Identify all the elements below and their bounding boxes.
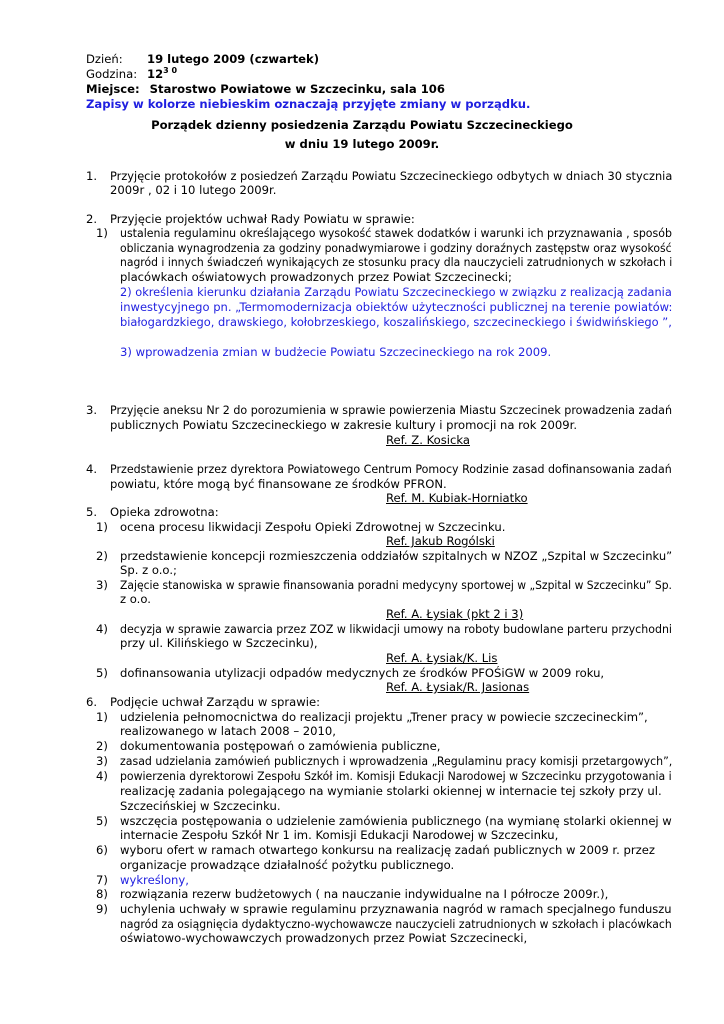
item-2-title: Przyjęcie projektów uchwał Rady Powiatu w sprawie: (110, 212, 415, 226)
item-6-sub-3: zasad udzielania zamówień publicznych i wprowadzenia „Regulaminu pracy komisji przetargowych”, (120, 754, 673, 768)
page-subtitle: w dniu 19 lutego 2009r. (284, 137, 440, 151)
item-5-sub-4-number: 4) (96, 622, 108, 636)
item-4-line-1: Przedstawienie przez dyrektora Powiatowego Centrum Pomocy Rodzinie zasad dofinansowania zadań (110, 462, 672, 476)
item-1-line-1: Przyjęcie protokołów z posiedzeń Zarządu Powiatu Szczecineckiego odbytych w dniach 30 stycznia (110, 169, 673, 183)
item-6-sub-8-number: 8) (96, 887, 108, 901)
item-5-sub-2-line-1: przedstawienie koncepcji rozmieszczenia oddziałów szpitalnych w NZOZ „Szpital w Szczecinku” (120, 549, 673, 563)
item-6-sub-5-line-2: internacie Zespołu Szkół Nr 1 im. Komisji Edukacji Narodowej w Szczecinku, (120, 828, 559, 842)
hour-value (147, 67, 177, 81)
item-2-sub-1-line-4: placówkach oświatowych prowadzonych przez Powiat Szczecinecki; (120, 270, 512, 284)
item-5-sub-5: dofinansowania utylizacji odpadów medycznych ze środków PFOŚiGW w 2009 roku, (120, 666, 605, 680)
item-6-sub-4-line-2: realizację zadania polegającego na wymianie stolarki okiennej w internacie tej szkoły przy ul. (120, 784, 662, 798)
item-6-sub-1-line-1: udzielenia pełnomocnictwa do realizacji projektu „Trener pracy w powiecie szczecineckim”, (120, 710, 648, 724)
item-5-sub-3-line-2: z o.o. (120, 592, 151, 606)
item-5-number: 5. (86, 505, 98, 519)
item-3-number: 3. (86, 403, 98, 417)
day-value: 19 lutego 2009 (czwartek) (147, 52, 319, 66)
item-5-sub-2-number: 2) (96, 549, 108, 563)
item-6-sub-7-number: 7) (96, 873, 108, 887)
day-line (86, 52, 319, 66)
page-title: Porządek dzienny posiedzenia Zarządu Powiatu Szczecineckiego (151, 118, 573, 132)
item-5-sub-5-number: 5) (96, 666, 108, 680)
item-5-sub-1-ref: Ref. Jakub Rogólski (386, 534, 495, 548)
item-5-sub-3-line-1: Zajęcie stanowiska w sprawie finansowania poradni medycyny sportowej w „Szpital w Szczecinku” Sp. (120, 578, 672, 592)
hour-line (86, 66, 178, 81)
item-6-sub-9-line-3: oświatowo-wychowawczych prowadzonych przez Powiat Szczecinecki, (120, 931, 528, 945)
item-6-sub-4-number: 4) (96, 769, 108, 783)
item-3-line-2: publicznych Powiatu Szczecineckiego w zakresie kultury i promocji na rok 2009r. (110, 418, 578, 432)
item-6-sub-4-line-3: Szczecińskiej w Szczecinku. (120, 799, 281, 813)
day-label: Dzień: (86, 52, 123, 66)
item-6-sub-6-line-2: organizacje prowadzące działalność pożytku publicznego. (120, 858, 455, 872)
hour-label: Godzina: (86, 67, 138, 81)
item-6-sub-8: rozwiązania rezerw budżetowych ( na nauczanie indywidualne na I półrocze 2009r.), (120, 887, 609, 901)
item-2-sub-2-line-3: białogardzkiego, drawskiego, kołobrzeskiego, koszalińskiego, szczecineckiego i świdwińskiego ”, (120, 315, 672, 329)
place-value: Starostwo Powiatowe w Szczecinku, sala 106 (149, 82, 445, 96)
item-6-number: 6. (86, 695, 98, 709)
item-6-sub-4-line-1: powierzenia dyrektorowi Zespołu Szkół im. Komisji Edukacji Narodowej w Szczecinku przygotowania i (120, 769, 672, 783)
item-6-sub-2-number: 2) (96, 739, 108, 753)
item-2-sub-1-line-1: ustalenia regulaminu określającego wysokość stawek dodatków i warunki ich przyznawania , sposób (120, 226, 672, 240)
item-6-sub-7: wykreślony, (120, 873, 189, 887)
item-2-sub-1-number: 1) (96, 226, 108, 240)
item-6-sub-5-line-1: wszczęcia postępowania o udzielenie zamówienia publicznego (na wymianę stolarki okiennej w (120, 814, 672, 828)
place-line (86, 82, 445, 96)
item-5-sub-4-line-2: przy ul. Kilińskiego w Szczecinku), (120, 636, 318, 650)
item-6-sub-5-number: 5) (96, 814, 108, 828)
item-6-sub-9-line-2: nagród za osiągnięcia dydaktyczno-wychowawcze nauczycieli zatrudnionych w szkołach i placówkach (120, 917, 672, 931)
item-2-sub-1-line-3: nagród i innych świadczeń wynikających ze stosunku pracy dla nauczycieli zatrudnionych w szkołach i (120, 255, 673, 269)
item-4-line-2: powiatu, które mogą być finansowane ze środków PFRON. (110, 477, 447, 491)
item-5-sub-5-ref: Ref. A. Łysiak/R. Jasionas (386, 680, 530, 694)
item-4-ref: Ref. M. Kubiak-Horniatko (386, 491, 528, 505)
item-5-sub-4-line-1: decyzja w sprawie zawarcia przez ZOZ w likwidacji umowy na roboty budowlane parteru przychodni (120, 622, 672, 636)
item-5-sub-23-ref: Ref. A. Łysiak (pkt 2 i 3) (386, 607, 524, 621)
item-5-title: Opieka zdrowotna: (110, 505, 219, 519)
item-6-title: Podjęcie uchwał Zarządu w sprawie: (110, 695, 321, 709)
item-6-sub-3-number: 3) (96, 754, 108, 768)
item-2-number: 2. (86, 212, 98, 226)
item-1-number: 1. (86, 169, 98, 183)
item-6-sub-9-number: 9) (96, 902, 108, 916)
item-2-sub-2-line-1: 2) określenia kierunku działania Zarządu Powiatu Szczecineckiego w związku z realizacją zadania (120, 285, 672, 299)
item-5-sub-2-line-2: Sp. z o.o.; (120, 563, 177, 577)
item-2-sub-3: 3) wprowadzenia zmian w budżecie Powiatu Szczecineckiego na rok 2009. (120, 345, 552, 359)
item-6-sub-6-line-1: wyboru ofert w ramach otwartego konkursu na realizację zadań publicznych w 2009 r. przez (120, 843, 655, 857)
item-2-sub-1-line-2: obliczania wynagrodzenia za godziny ponadwymiarowe i godziny doraźnych zastępstw oraz wysokość (120, 241, 672, 255)
item-5-sub-1: ocena procesu likwidacji Zespołu Opieki Zdrowotnej w Szczecinku. (120, 520, 506, 534)
item-3-ref: Ref. Z. Kosicka (386, 433, 470, 447)
item-6-sub-9-line-1: uchylenia uchwały w sprawie regulaminu przyznawania nagród w ramach specjalnego funduszu (120, 902, 672, 916)
item-5-sub-3-number: 3) (96, 578, 108, 592)
item-5-sub-4-ref: Ref. A. Łysiak/K. Lis (386, 651, 498, 665)
item-3-line-1: Przyjęcie aneksu Nr 2 do porozumienia w sprawie powierzenia Miastu Szczecinek prowadzenia zadań (110, 403, 673, 417)
item-6-sub-1-number: 1) (96, 710, 108, 724)
changes-notice: Zapisy w kolorze niebieskim oznaczają przyjęte zmiany w porządku. (86, 97, 531, 111)
item-1-line-2: 2009r , 02 i 10 lutego 2009r. (110, 183, 277, 197)
item-6-sub-1-line-2: realizowanego w latach 2008 – 2010, (120, 724, 336, 738)
item-6-sub-2: dokumentowania postępowań o zamówienia publiczne, (120, 739, 441, 753)
item-2-sub-2-line-2: inwestycyjnego pn. „Termomodernizacja obiektów użyteczności publicznej na terenie powiatów: (120, 300, 673, 314)
item-5-sub-1-number: 1) (96, 520, 108, 534)
hour-minutes: 3 0 (163, 66, 178, 76)
item-4-number: 4. (86, 462, 98, 476)
item-6-sub-6-number: 6) (96, 843, 108, 857)
hour-number: 12 (147, 67, 164, 81)
place-label: Miejsce: (86, 82, 140, 96)
